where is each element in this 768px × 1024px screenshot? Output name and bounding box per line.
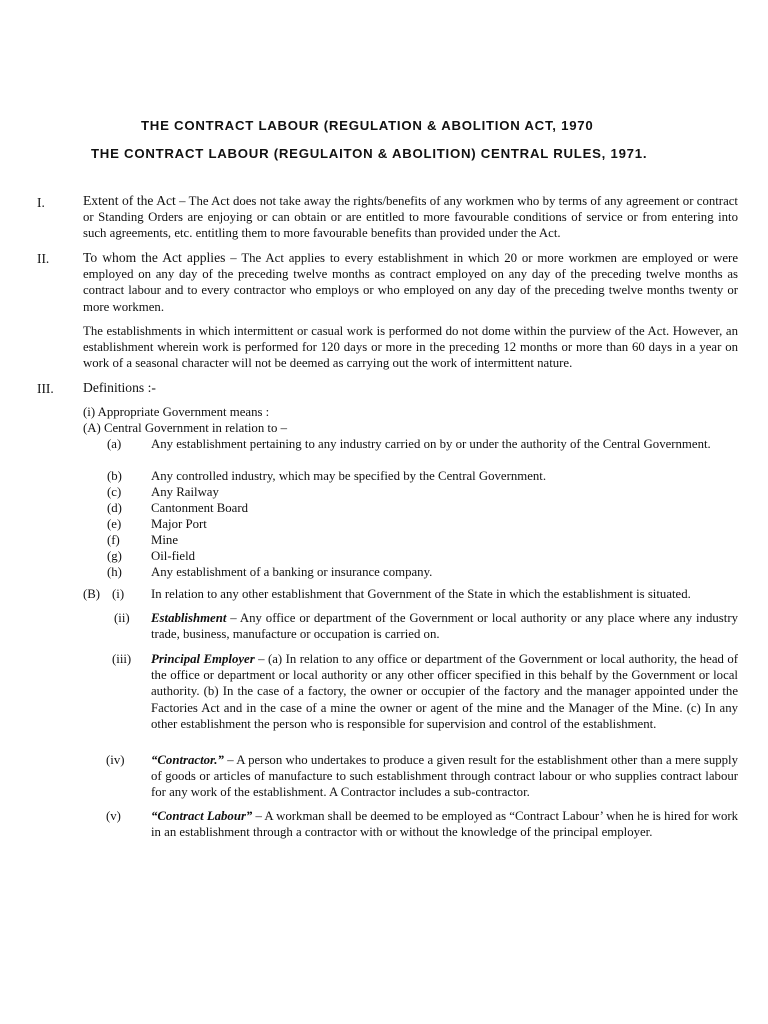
list-item-d: Cantonment Board xyxy=(151,501,249,515)
list-item-b: Any controlled industry, which may be specified by the Central Government. xyxy=(151,469,547,483)
b-item-3 xyxy=(151,651,738,732)
b-item-text-5: – A workman shall be deemed to be employed as “Contract Labour’ when he is hired for work in an establishment through a contractor with or without the knowledge of the principal employer. xyxy=(151,809,738,840)
list-letter-b: (b) xyxy=(107,469,122,483)
b-item-2 xyxy=(151,610,738,642)
b-item-text-3: – (a) In relation to any office or department of the Government or local authority, the head of the office or department or local authority or any other officer specified in this behalf by the Government or local authority. (b) In the case of a factory, the owner or occupier of the factory and the manager appointed under the Factories Act and in the case of a mine the owner or agent of the mine and the Manager of the Mine. (c) In any other establishment the person who is responsible for supervision and control of the establishment. xyxy=(151,652,739,731)
b-label: (B) xyxy=(83,587,101,601)
list-letter-d: (d) xyxy=(107,501,122,515)
section-text-applies: – The Act applies to every establishment in which 20 or more workmen are employed or were employed on any day of the preceding twelve months as contract employed on any day of the preceding twelve months as contract labour and to every contractor who employs or who employed on any day of the preceding twelve months twenty or more workmen. xyxy=(83,251,738,314)
b-item-term-5: “Contract Labour” xyxy=(151,809,253,823)
document-title: THE CONTRACT LABOUR (REGULATION & ABOLITION ACT, 1970 xyxy=(141,118,594,133)
section-applies-paragraph: The establishments in which intermittent or casual work is performed do not dome within the purview of the Act. However, an establishment wherein work is performed for 120 days or more in the preceding 12 months or more than 60 days in a year on work of a seasonal character will not be deemed as carrying out the work of intermittent nature. xyxy=(83,324,738,371)
list-item-c: Any Railway xyxy=(151,485,219,499)
b-item-4 xyxy=(151,752,738,801)
section-heading-applies: To whom the Act applies xyxy=(83,250,226,265)
list-letter-c: (c) xyxy=(107,485,122,499)
document-subtitle: THE CONTRACT LABOUR (REGULAITON & ABOLITION) CENTRAL RULES, 1971. xyxy=(91,146,648,161)
list-item-h: Any establishment of a banking or insurance company. xyxy=(151,565,433,579)
b-item-term-4: “Contractor.” xyxy=(151,753,224,767)
b-item-text-4: – A person who undertakes to produce a given result for the establishment other than a mere supply of goods or articles of manufacture to such establishment through contract labour or who supplies contract labour for any work of the establishment. A Contractor includes a sub-contractor. xyxy=(151,753,738,800)
b-item-num-5: (v) xyxy=(106,809,121,823)
section-applies xyxy=(83,250,738,315)
appropriate-government-line: (i) Appropriate Government means : xyxy=(83,405,270,419)
list-item-e: Major Port xyxy=(151,517,207,531)
list-letter-h: (h) xyxy=(107,565,122,579)
b-item-num-1: (i) xyxy=(112,587,125,601)
list-item-g: Oil-field xyxy=(151,549,196,563)
b-item-text-1: In relation to any other establishment that Government of the State in which the establishment is situated. xyxy=(151,587,691,601)
section-heading-extent: Extent of the Act xyxy=(83,193,176,208)
list-letter-f: (f) xyxy=(107,533,120,547)
b-item-term-2: Establishment xyxy=(151,611,227,625)
b-item-num-3: (iii) xyxy=(112,652,132,666)
central-government-line: (A) Central Government in relation to – xyxy=(83,421,287,435)
list-letter-g: (g) xyxy=(107,549,122,563)
section-numeral-3: III. xyxy=(37,381,54,396)
section-numeral-1: I. xyxy=(37,195,45,210)
list-letter-e: (e) xyxy=(107,517,122,531)
section-extent xyxy=(83,193,738,242)
b-item-term-3: Principal Employer xyxy=(151,652,255,666)
list-item-a: Any establishment pertaining to any industry carried on by or under the authority of the Central Government. xyxy=(151,437,711,451)
section-heading-definitions: Definitions :- xyxy=(83,380,156,395)
b-item-5 xyxy=(151,808,738,840)
b-item-1 xyxy=(151,586,738,602)
list-letter-a: (a) xyxy=(107,437,122,451)
b-item-num-4: (iv) xyxy=(106,753,125,767)
b-item-num-2: (ii) xyxy=(114,611,130,625)
list-item-f: Mine xyxy=(151,533,179,547)
section-numeral-2: II. xyxy=(37,251,50,266)
b-item-text-2: – Any office or department of the Government or local authority or any place where any industry trade, business, manufacture or occupation is carried on. xyxy=(151,611,738,642)
section-text-extent: – The Act does not take away the rights/benefits of any workmen who by terms of any agreement or contract or Standing Orders are enjoying or can obtain or are entitled to more favourable conditions of service or from entering into such agreements, etc. entitling them to more favourable benefits than provided under the Act. xyxy=(83,194,738,241)
